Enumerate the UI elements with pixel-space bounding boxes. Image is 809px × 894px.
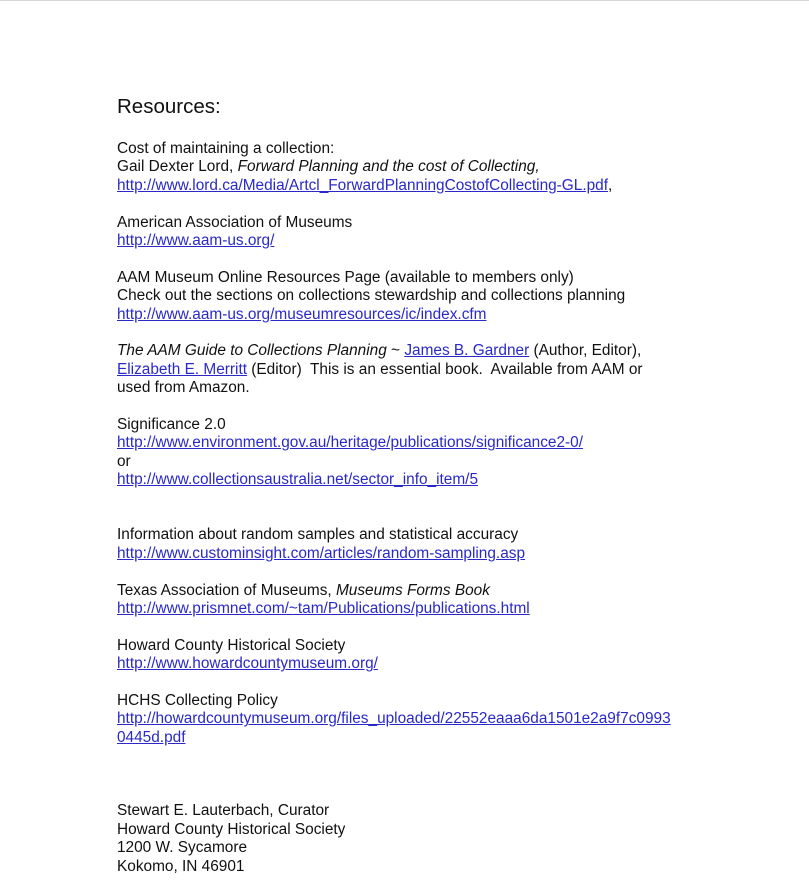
significance-link2[interactable]: http://www.collectionsaustralia.net/sector_info_item/5 — [117, 471, 479, 489]
texas-link-line — [117, 600, 777, 618]
aam-online-link-line — [117, 306, 777, 324]
resource-significance — [117, 416, 777, 490]
guide-author2-rest: (Editor) This is an essential book. Available from AAM or — [247, 360, 643, 378]
resource-sampling — [117, 526, 777, 563]
cost-intro: Cost of maintaining a collection: — [117, 140, 335, 157]
aam-link-line — [117, 232, 777, 250]
significance-link1[interactable]: http://www.environment.gov.au/heritage/publications/significance2-0/ — [117, 434, 583, 452]
guide-line1 — [117, 342, 777, 360]
signature-street: 1200 W. Sycamore — [117, 839, 248, 857]
resource-aam-online — [117, 269, 777, 324]
signature-city: Kokomo, IN 46901 — [117, 857, 245, 875]
resource-hchs — [117, 637, 777, 674]
cost-link[interactable]: http://www.lord.ca/Media/Artcl_ForwardPlanningCostofCollecting-GL.pdf — [117, 176, 609, 194]
document-page — [117, 94, 777, 894]
significance-link1-line — [117, 434, 777, 452]
guide-line2 — [117, 361, 777, 379]
cost-link-line — [117, 177, 777, 195]
resource-texas — [117, 582, 777, 619]
hchs-link[interactable]: http://www.howardcountymuseum.org/ — [117, 655, 378, 673]
texas-name: Texas Association of Museums, — [117, 581, 336, 599]
texas-book: Museums Forms Book — [335, 581, 490, 599]
policy-link-part2[interactable]: 0445d.pdf — [117, 728, 186, 746]
page-title: Resources: — [117, 95, 221, 118]
cost-author: Gail Dexter Lord, — [117, 158, 238, 176]
policy-link-line2 — [117, 729, 777, 747]
hchs-link-line — [117, 655, 777, 673]
guide-author1-role: (Author, Editor), — [529, 342, 642, 360]
cost-title: Forward Planning and the cost of Collecting, — [237, 158, 540, 176]
signature-org: Howard County Historical Society — [117, 820, 346, 838]
sampling-link-line — [117, 545, 777, 563]
significance-link2-line — [117, 471, 777, 489]
aam-online-line2: Check out the sections on collections stewardship and collections planning — [117, 287, 626, 305]
guide-sep: ~ — [386, 342, 405, 360]
sampling-text: Information about random samples and statistical accuracy — [117, 526, 519, 544]
resource-policy — [117, 692, 777, 747]
aam-online-line1: AAM Museum Online Resources Page (available to members only) — [117, 268, 574, 286]
significance-name: Significance 2.0 — [117, 416, 226, 434]
guide-author1-link[interactable]: James B. Gardner — [404, 342, 530, 360]
sampling-link[interactable]: http://www.custominsight.com/articles/random-sampling.asp — [117, 544, 526, 562]
guide-line3: used from Amazon. — [117, 379, 250, 397]
policy-link-line1 — [117, 710, 777, 728]
aam-name: American Association of Museums — [117, 213, 353, 231]
signature-block — [117, 802, 777, 876]
guide-author2-link[interactable]: Elizabeth E. Merritt — [117, 360, 248, 378]
texas-link[interactable]: http://www.prismnet.com/~tam/Publications/publications.html — [117, 600, 530, 618]
cost-link-trail: , — [608, 176, 613, 194]
hchs-name: Howard County Historical Society — [117, 636, 346, 654]
texas-line — [117, 582, 777, 600]
aam-online-link[interactable]: http://www.aam-us.org/museumresources/ic/index.cfm — [117, 305, 487, 323]
resource-cost — [117, 140, 777, 195]
policy-link-part1[interactable]: http://howardcountymuseum.org/files_uploaded/22552eaaa6da1501e2a9f7c0993 — [117, 710, 671, 728]
page-top-border — [0, 0, 809, 1]
significance-or: or — [117, 452, 131, 470]
policy-name: HCHS Collecting Policy — [117, 692, 278, 710]
signature-name: Stewart E. Lauterbach, Curator — [117, 802, 330, 820]
guide-title: The AAM Guide to Collections Planning — [117, 342, 387, 360]
cost-citation — [117, 158, 777, 176]
resource-aam — [117, 214, 777, 251]
aam-link[interactable]: http://www.aam-us.org/ — [117, 232, 275, 250]
resource-guide — [117, 342, 777, 397]
